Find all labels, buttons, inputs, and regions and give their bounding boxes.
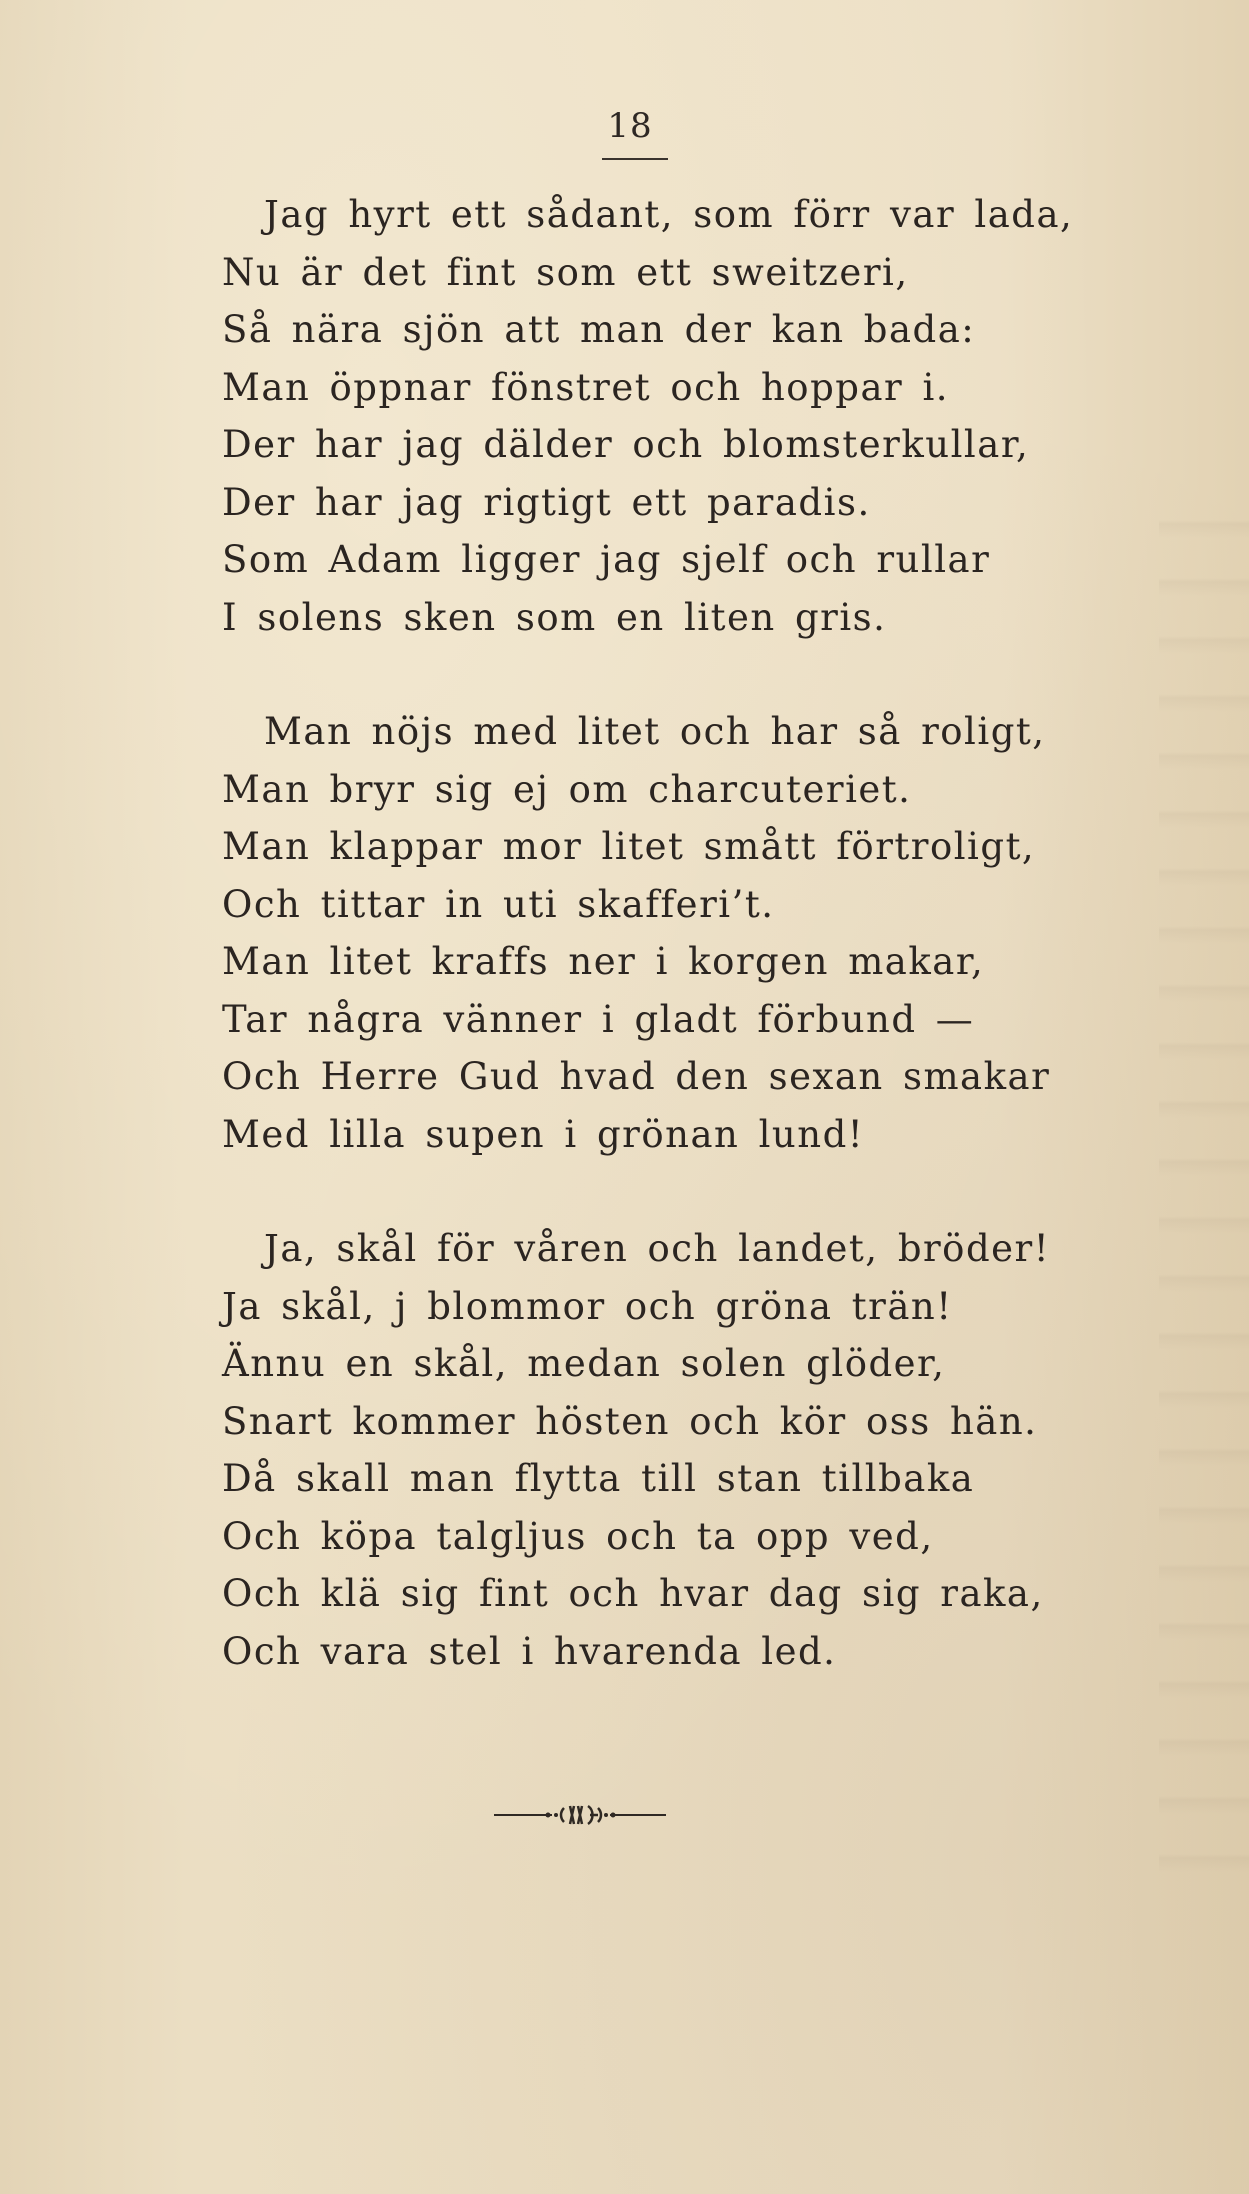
poem-line: Man nöjs med litet och har så roligt,	[264, 710, 1046, 753]
poem-line: Med lilla supen i grönan lund!	[222, 1112, 865, 1156]
poem-line: Der har jag dälder och blomsterkullar,	[222, 423, 1030, 466]
poem-line: Ännu en skål, medan solen glöder,	[222, 1342, 946, 1385]
poem-line: Ja skål, j blommor och gröna trän!	[222, 1284, 953, 1328]
poem-line: Och Herre Gud hvad den sexan smakar	[222, 1055, 1051, 1098]
poem-line: Och klä sig fint och hvar dag sig raka,	[222, 1572, 1044, 1615]
poem-line: Nu är det fint som ett sweitzeri,	[222, 250, 909, 294]
poem-line: Och vara stel i hvarenda led.	[222, 1629, 837, 1673]
poem-line: Och köpa talgljus och ta opp ved,	[222, 1514, 934, 1558]
poem-line: Så nära sjön att man der kan bada:	[222, 308, 976, 351]
poem-body	[222, 186, 1222, 1737]
poem-line: Och tittar in uti skafferi’t.	[222, 882, 775, 926]
stanza-3	[222, 1220, 1222, 1680]
poem-line: Snart kommer hösten och kör oss hän.	[222, 1399, 1038, 1443]
page-number-underline	[602, 158, 668, 160]
poem-line: Då skall man flytta till stan tillbaka	[222, 1457, 975, 1500]
stanza-2	[222, 703, 1222, 1163]
poem-line: Som Adam ligger jag sjelf och rullar	[222, 538, 991, 581]
page-number: 18	[607, 106, 653, 146]
stanza-1	[222, 186, 1222, 646]
decorative-rule-ornament-icon	[490, 1800, 670, 1830]
poem-line: Tar några vänner i gladt förbund —	[222, 997, 975, 1041]
poem-line: Man bryr sig ej om charcuteriet.	[222, 767, 912, 811]
poem-line: Man litet kraffs ner i korgen makar,	[222, 940, 985, 983]
poem-line: Der har jag rigtigt ett paradis.	[222, 480, 871, 524]
poem-line: Man öppnar fönstret och hoppar i.	[222, 365, 950, 409]
poem-line: Ja, skål för våren och landet, bröder!	[264, 1227, 1051, 1270]
poem-line: I solens sken som en liten gris.	[222, 595, 887, 639]
poem-line: Jag hyrt ett sådant, som förr var lada,	[264, 193, 1074, 236]
poem-line: Man klappar mor litet smått förtroligt,	[222, 825, 1036, 868]
